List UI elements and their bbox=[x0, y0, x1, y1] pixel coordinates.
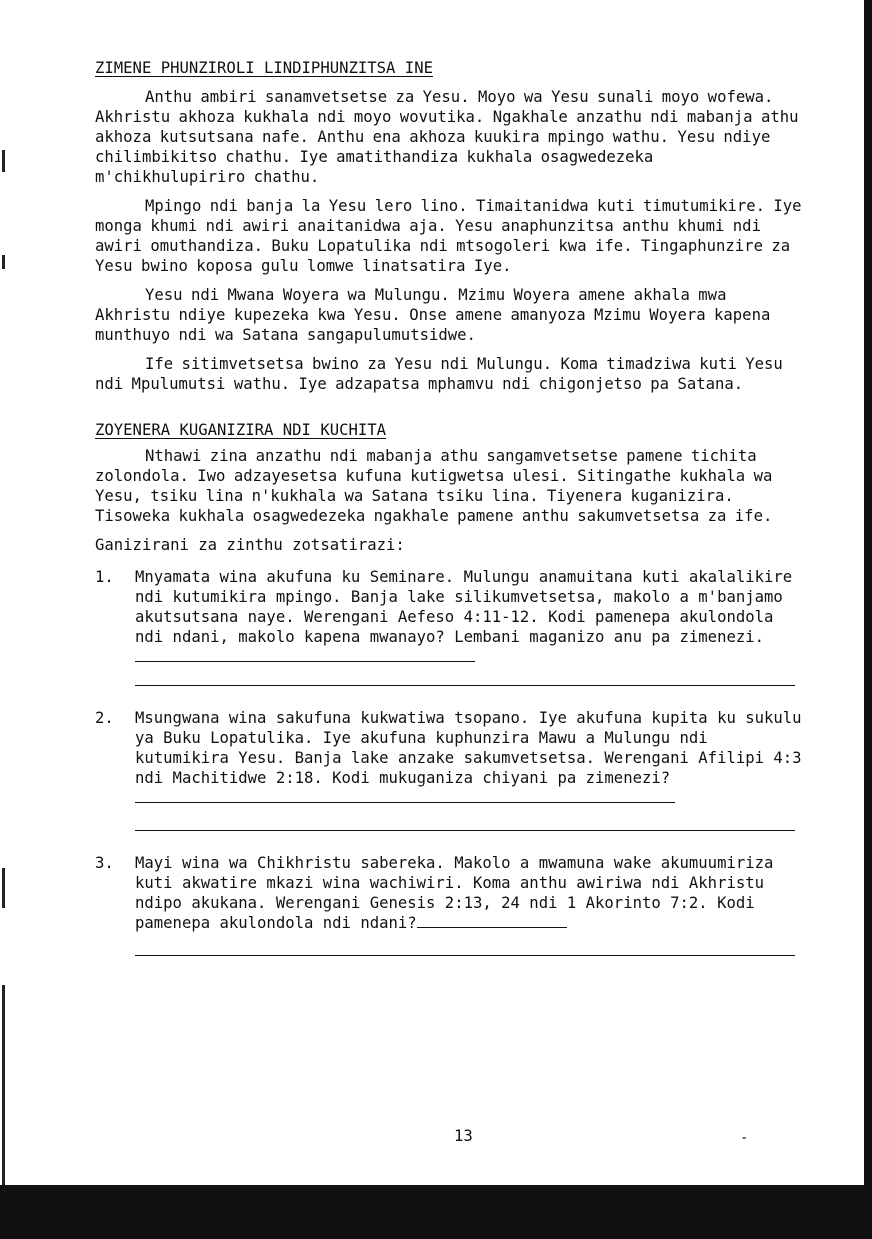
question-number: 1. bbox=[95, 568, 114, 586]
question-text: Msungwana wina sakufuna kukwatiwa tsopano. Iye akufuna kupita ku sukulu ya Buku Lopatulika. Iye akufuna kuphunzira Mawu a Mulungu ndi kutumikira Yesu. Banja lake anzake sakumvetsetsa. Werengani Afilipi 4:3 ndi Machitidwe 2:18. Kodi mukuganiza chiyani pa zimenezi? bbox=[135, 709, 811, 787]
summary-paragraph: Yesu ndi Mwana Woyera wa Mulungu. Mzimu Woyera amene akhala mwa Akhristu ndiye kupezeka kwa Yesu. Onse amene amanyoza Mzimu Woyera kapena munthuyo ndi wa Satana sangapulumutsidwe. bbox=[95, 286, 779, 344]
scan-mark bbox=[2, 150, 5, 172]
scan-left-marks bbox=[0, 0, 12, 1185]
questions-intro: Ganizirani za zinthu zotsatirazi: bbox=[95, 536, 405, 554]
question-item bbox=[95, 708, 811, 831]
answer-line[interactable] bbox=[135, 808, 795, 831]
scan-mark bbox=[2, 255, 5, 269]
scan-bottom-edge bbox=[0, 1185, 872, 1239]
scan-right-edge bbox=[864, 0, 872, 1185]
answer-line[interactable] bbox=[135, 647, 475, 662]
scan-mark bbox=[2, 868, 5, 908]
summary-paragraph: Anthu ambiri sanamvetsetse za Yesu. Moyo wa Yesu sunali moyo wofewa. Akhristu akhoza kukhala ndi moyo wovutika. Ngakhale anzathu ndi mabanja athu akhoza kutsutsana nafe. Anthu ena akhoza kuukira mpingo wathu. Yesu ndiye chilimbikitso chathu. Iye amatithandiza kukhala osagwedezeka m'chikhulupiriro chathu. bbox=[95, 88, 807, 186]
summary-paragraph: Mpingo ndi banja la Yesu lero lino. Timaitanidwa kuti timutumikire. Iye monga khumi ndi awiri anaitanidwa aja. Yesu anaphunzitsa anthu khumi ndi awiri omuthandiza. Buku Lopatulika ndi mtsogoleri kwa ife. Tingaphunzire za Yesu bwino koposa gulu lomwe linatsatira Iye. bbox=[95, 197, 810, 275]
reflect-paragraph: Nthawi zina anzathu ndi mabanja athu sangamvetsetse pamene tichita zolondola. Iwo adzayesetsa kufuna kutigwetsa ulesi. Sitingathe kukhala wa Yesu, tsiku lina n'kukhala wa Satana tsiku lina. Tiyenera kuganizira. Tisoweka kukhala osagwedezeka ngakhale pamene anthu sakumvetsetsa za ife. bbox=[95, 447, 781, 525]
question-number: 3. bbox=[95, 854, 114, 872]
document-body bbox=[95, 58, 811, 956]
answer-line[interactable] bbox=[135, 933, 795, 956]
question-item bbox=[95, 567, 807, 686]
section-heading-reflect: ZOYENERA KUGANIZIRA NDI KUCHITA bbox=[95, 421, 387, 439]
summary-paragraph: Ife sitimvetsetsa bwino za Yesu ndi Mulungu. Koma timadziwa kuti Yesu ndi Mpulumutsi wathu. Iye adzapatsa mphamvu ndi chigonjetso pa Satana. bbox=[95, 355, 792, 393]
answer-line[interactable] bbox=[417, 913, 567, 928]
question-text: Mnyamata wina akufuna ku Seminare. Mulungu anamuitana kuti akalalikire ndi kutumikira mpingo. Banja lake silikumvetsetsa, makolo a m'banjamo akutsutsana naye. Werengani Aefeso 4:11-12. Kodi pamenepa akulondola ndi ndani, makolo kapena mwanayo? Lembani maganizo anu pa zimenezi. bbox=[135, 568, 802, 646]
scan-mark bbox=[2, 985, 5, 1185]
answer-line[interactable] bbox=[135, 788, 675, 803]
page-number: 13 bbox=[454, 1127, 473, 1145]
question-text: Mayi wina wa Chikhristu sabereka. Makolo a mwamuna wake akumuumiriza kuti akwatire mkazi wina wachiwiri. Koma anthu awiriwa ndi Akhristu ndipo akukana. Werengani Genesis 2:13, 24 ndi 1 Akorinto 7:2. Kodi pamenepa akulondola ndi ndani? bbox=[135, 854, 783, 932]
answer-line[interactable] bbox=[135, 667, 795, 686]
footer-mark: - bbox=[740, 1130, 749, 1146]
question-item bbox=[95, 853, 807, 956]
section-heading-summary: ZIMENE PHUNZIROLI LINDIPHUNZITSA INE bbox=[95, 59, 433, 77]
question-number: 2. bbox=[95, 709, 114, 727]
